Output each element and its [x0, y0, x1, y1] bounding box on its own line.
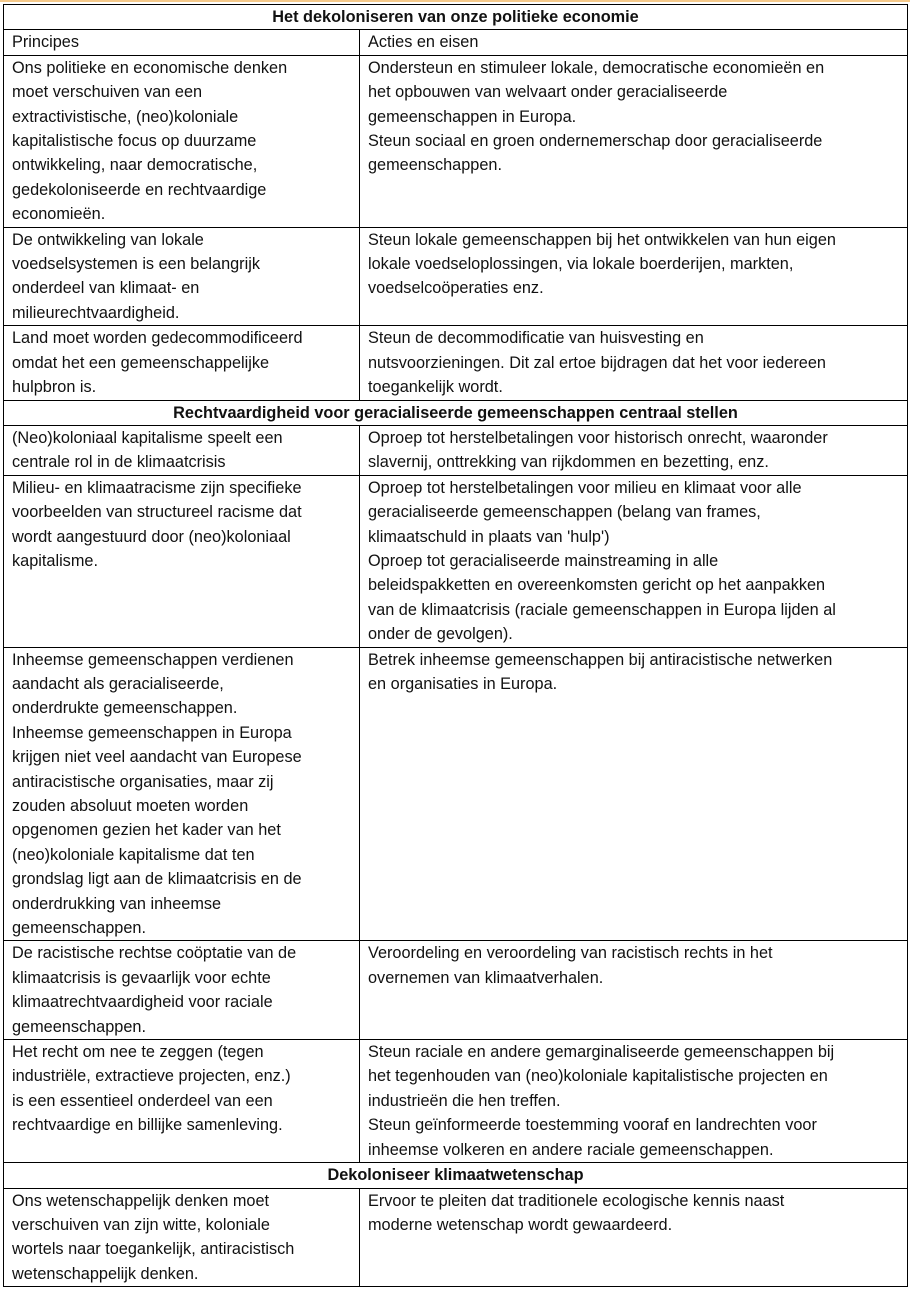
section-header-row	[4, 400, 908, 425]
action-cell: Oproep tot herstelbetalingen voor milieu en klimaat voor alle geracialiseerde gemeenschappen (belang van frames, klimaatschuld in plaats van 'hulp') Oproep tot geracialiseerde mainstreaming in alle beleidspakketten en overeenkomsten gericht op het aanpakken van de klimaatcrisis (raciale gemeenschappen in Europa lijden al onder de gevolgen).	[360, 475, 908, 647]
table-row	[4, 1188, 908, 1287]
principle-cell: Land moet worden gedecommodificeerd omdat het een gemeenschappelijke hulpbron is.	[4, 326, 360, 400]
column-header-acties: Acties en eisen	[360, 30, 908, 55]
action-cell: Oproep tot herstelbetalingen voor historisch onrecht, waaronder slavernij, onttrekking van rijkdommen en bezetting, enz.	[360, 425, 908, 475]
policy-table	[3, 4, 908, 1287]
principle-cell: Ons politieke en economische denken moet verschuiven van een extractivistische, (neo)koloniale kapitalistische focus op duurzame ontwikkeling, naar democratische, gedekoloniseerde en rechtvaardige economieën.	[4, 55, 360, 227]
principle-cell: De racistische rechtse coöptatie van de klimaatcrisis is gevaarlijk voor echte klimaatrechtvaardigheid voor raciale gemeenschappen.	[4, 941, 360, 1040]
table-row	[4, 425, 908, 475]
action-cell: Steun lokale gemeenschappen bij het ontwikkelen van hun eigen lokale voedseloplossingen, via lokale boerderijen, markten, voedselcoöperaties enz.	[360, 227, 908, 326]
section-title: Het dekoloniseren van onze politieke economie	[4, 5, 908, 30]
table-row	[4, 326, 908, 400]
action-cell: Ervoor te pleiten dat traditionele ecologische kennis naast moderne wetenschap wordt gewaardeerd.	[360, 1188, 908, 1287]
action-cell: Ondersteun en stimuleer lokale, democratische economieën en het opbouwen van welvaart onder geracialiseerde gemeenschappen in Europa. Steun sociaal en groen ondernemerschap door geracialiseerde gemeenschappen.	[360, 55, 908, 227]
principle-cell: De ontwikkeling van lokale voedselsystemen is een belangrijk onderdeel van klimaat- en milieurechtvaardigheid.	[4, 227, 360, 326]
principle-cell: (Neo)koloniaal kapitalisme speelt een centrale rol in de klimaatcrisis	[4, 425, 360, 475]
table-row	[4, 55, 908, 227]
column-header-principes: Principes	[4, 30, 360, 55]
section-header-row	[4, 1163, 908, 1188]
table-row	[4, 647, 908, 941]
principle-cell: Het recht om nee te zeggen (tegen industriële, extractieve projecten, enz.) is een essentieel onderdeel van een rechtvaardige en billijke samenleving.	[4, 1040, 360, 1163]
top-edge-line	[0, 0, 910, 2]
section-title: Dekoloniseer klimaatwetenschap	[4, 1163, 908, 1188]
action-cell: Veroordeling en veroordeling van racistisch rechts in het overnemen van klimaatverhalen.	[360, 941, 908, 1040]
action-cell: Steun raciale en andere gemarginaliseerde gemeenschappen bij het tegenhouden van (neo)koloniale kapitalistische projecten en industrieën die hen treffen. Steun geïnformeerde toestemming vooraf en landrechten voor inheemse volkeren en andere raciale gemeenschappen.	[360, 1040, 908, 1163]
action-cell: Steun de decommodificatie van huisvesting en nutsvoorzieningen. Dit zal ertoe bijdragen dat het voor iedereen toegankelijk wordt.	[360, 326, 908, 400]
column-header-row	[4, 30, 908, 55]
principle-cell: Milieu- en klimaatracisme zijn specifieke voorbeelden van structureel racisme dat wordt aangestuurd door (neo)koloniaal kapitalisme.	[4, 475, 360, 647]
table-row	[4, 475, 908, 647]
principle-cell: Ons wetenschappelijk denken moet verschuiven van zijn witte, koloniale wortels naar toegankelijk, antiracistisch wetenschappelijk denken.	[4, 1188, 360, 1287]
table-row	[4, 1040, 908, 1163]
section-title: Rechtvaardigheid voor geracialiseerde gemeenschappen centraal stellen	[4, 400, 908, 425]
table-row	[4, 227, 908, 326]
principle-cell: Inheemse gemeenschappen verdienen aandacht als geracialiseerde, onderdrukte gemeenschappen. Inheemse gemeenschappen in Europa krijgen niet veel aandacht van Europese antiracistische organisaties, maar zij zouden absoluut moeten worden opgenomen gezien het kader van het (neo)koloniale kapitalisme dat ten grondslag ligt aan de klimaatcrisis en de onderdrukking van inheemse gemeenschappen.	[4, 647, 360, 941]
table-row	[4, 941, 908, 1040]
action-cell: Betrek inheemse gemeenschappen bij antiracistische netwerken en organisaties in Europa.	[360, 647, 908, 941]
section-header-row	[4, 5, 908, 30]
